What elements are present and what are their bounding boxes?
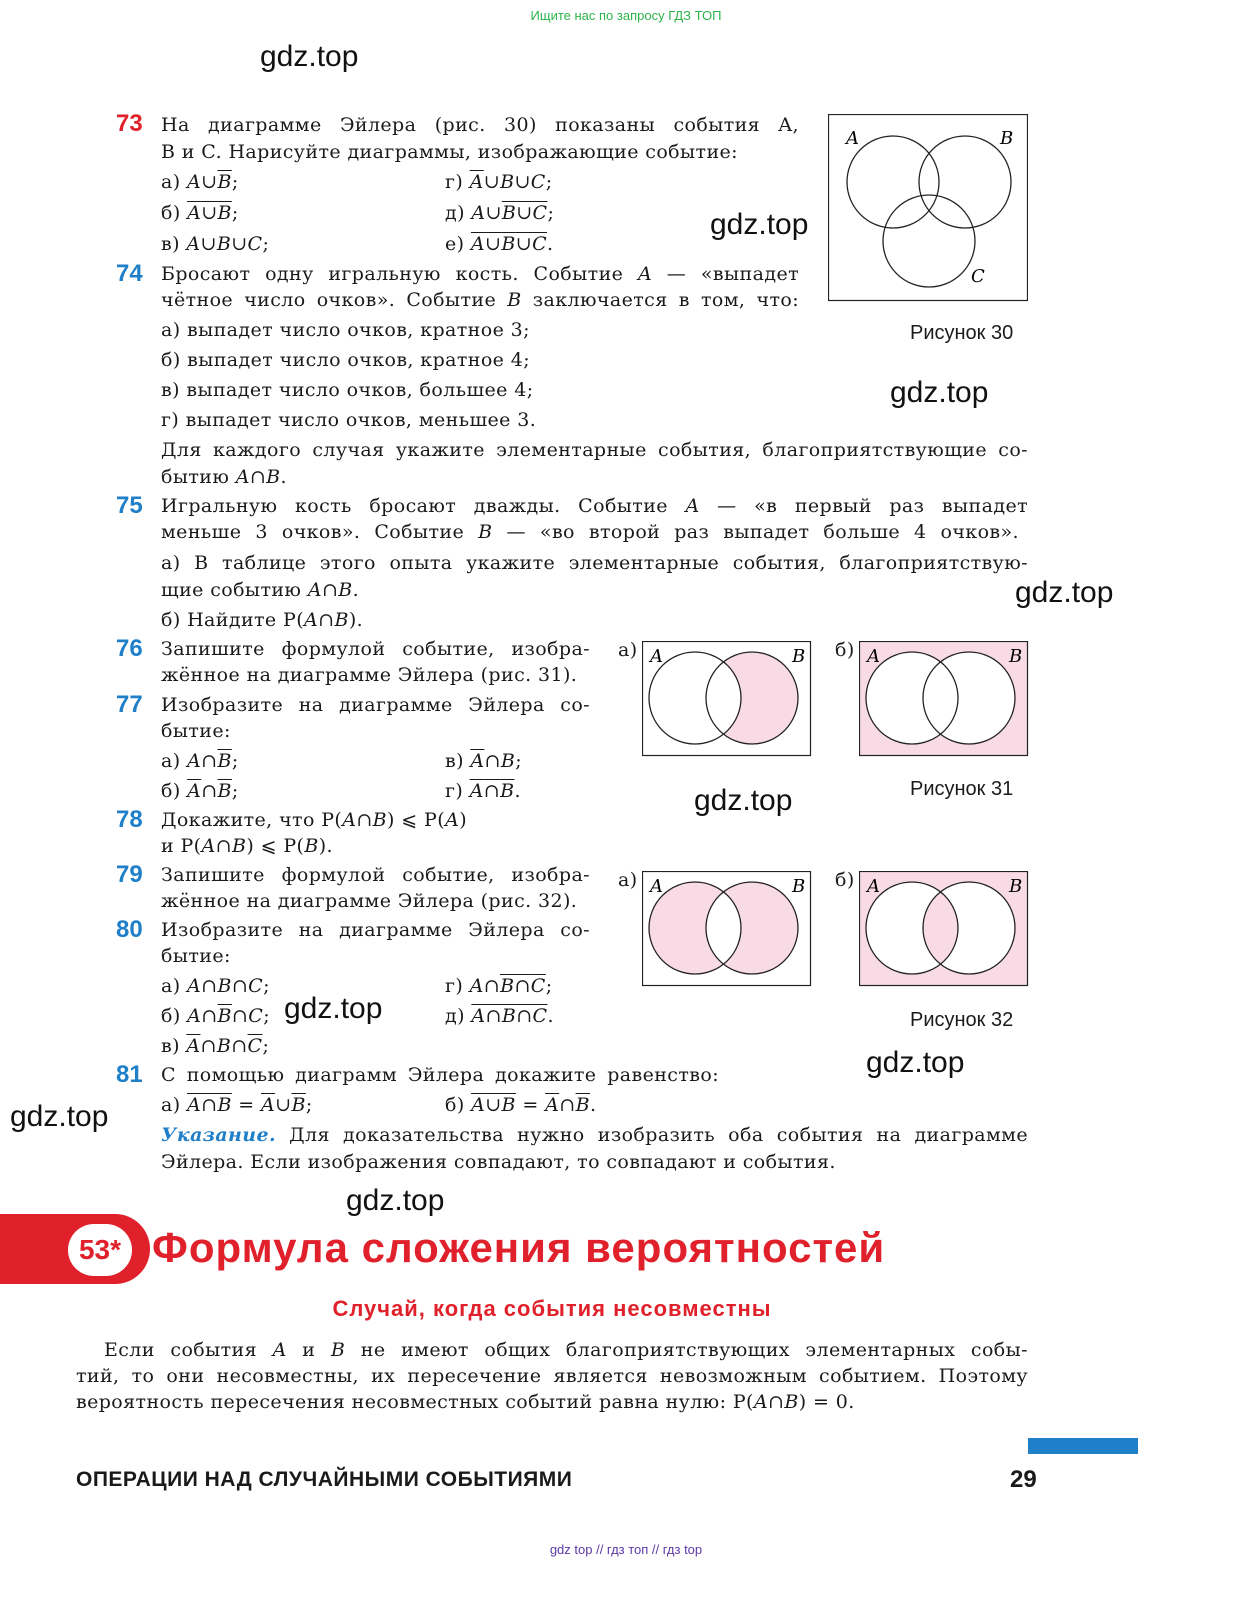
- problem-hint: Указание. Для доказательства нужно изобразить оба события на диаграмме: [161, 1124, 1028, 1146]
- problem-option: б) $\overline{A}\cap\overline{B}$;: [161, 780, 239, 802]
- watermark: gdz.top: [890, 376, 989, 409]
- problem-text: B и C. Нарисуйте диаграммы, изображающие событие:: [161, 141, 738, 163]
- problem-number: 79: [116, 861, 143, 888]
- problem-option: а) В таблице этого опыта укажите элементарные события, благоприятствую-: [161, 552, 1028, 574]
- problem-option: в) выпадет число очков, большее 4;: [161, 379, 534, 401]
- figure-sublabel: а): [618, 639, 638, 661]
- section-paragraph: тий, то они несовместны, их пересечение является невозможным событием. Поэтому: [76, 1365, 1028, 1387]
- figure-caption: Рисунок 31: [910, 778, 1014, 800]
- hint-label: Указание.: [161, 1124, 276, 1146]
- problem-option: б) Найдите P(A∩B).: [161, 609, 364, 631]
- problem-hint: Эйлера. Если изображения совпадают, то совпадают и события.: [161, 1151, 836, 1173]
- problem-text: жённое на диаграмме Эйлера (рис. 31).: [161, 664, 578, 686]
- problem-option: а) выпадет число очков, кратное 3;: [161, 319, 530, 341]
- problem-text: Изобразите на диаграмме Эйлера со-: [161, 919, 590, 941]
- label-b: B: [1000, 128, 1014, 149]
- problem-text: С помощью диаграмм Эйлера докажите равенство:: [161, 1064, 719, 1086]
- section-subtitle: Случай, когда события несовместны: [332, 1296, 772, 1321]
- problem-option: е) A∪B∪C.: [445, 233, 554, 255]
- figure-sublabel: б): [835, 639, 855, 661]
- watermark: gdz.top: [710, 208, 809, 241]
- watermark: gdz.top: [284, 992, 383, 1025]
- problem-number: 76: [116, 635, 143, 662]
- section-number: 53*: [68, 1224, 132, 1276]
- problem-text: На диаграмме Эйлера (рис. 30) показаны события A,: [161, 114, 799, 136]
- problem-text: Бросают одну игральную кость. Событие A — «выпадет: [161, 263, 799, 285]
- problem-text: Докажите, что P(A∩B) ⩽ P(A): [161, 809, 468, 831]
- page-number: 29: [1010, 1466, 1037, 1493]
- problem-text: и P(A∩B) ⩽ P(B).: [161, 835, 333, 857]
- svg-text:B: B: [792, 646, 806, 667]
- problem-text: меньше 3 очков». Событие B — «во второй раз выпадет больше 4 очков».: [161, 521, 1019, 543]
- svg-text:B: B: [1009, 646, 1023, 667]
- chapter-title: ОПЕРАЦИИ НАД СЛУЧАЙНЫМИ СОБЫТИЯМИ: [76, 1468, 573, 1491]
- problem-option: б) A∪B;: [161, 202, 239, 224]
- euler-diagram-fig32a: [642, 871, 812, 987]
- problem-note: Для каждого случая укажите элементарные события, благоприятствующие со-: [161, 439, 1028, 461]
- watermark: gdz.top: [260, 40, 359, 73]
- svg-text:A: A: [867, 646, 880, 667]
- figure-sublabel: а): [618, 869, 638, 891]
- label-c: C: [971, 266, 985, 287]
- problem-option: щие событию A∩B.: [161, 579, 360, 601]
- problem-option: д) A∩B∩C.: [445, 1005, 554, 1027]
- problem-text: Запишите формулой событие, изобра-: [161, 638, 590, 660]
- problem-number: 77: [116, 691, 143, 718]
- problem-text: Запишите формулой событие, изобра-: [161, 864, 590, 886]
- problem-number: 81: [116, 1061, 143, 1088]
- problem-option: г) A∩B∩C;: [445, 975, 553, 997]
- problem-text: бытие:: [161, 945, 231, 967]
- problem-number: 78: [116, 806, 143, 833]
- problem-option: б) $A\cap\overline{B}\cap C$;: [161, 1005, 271, 1027]
- problem-option: а) A∩B∩C;: [161, 975, 270, 997]
- problem-option: а) $A\cap\overline{B}$;: [161, 750, 239, 772]
- problem-number: 74: [116, 260, 143, 287]
- svg-text:A: A: [650, 876, 663, 897]
- euler-diagram-fig32b: [859, 871, 1029, 987]
- watermark: gdz.top: [346, 1184, 445, 1217]
- watermark: gdz.top: [866, 1046, 965, 1079]
- svg-text:B: B: [1009, 876, 1023, 897]
- section-paragraph: вероятность пересечения несовместных событий равна нулю: P(A∩B) = 0.: [76, 1391, 855, 1413]
- problem-text: жённое на диаграмме Эйлера (рис. 32).: [161, 890, 578, 912]
- problem-option: б) A∪B = $\overline{A}\cap\overline{B}$.: [445, 1094, 597, 1116]
- watermark: gdz.top: [1015, 576, 1114, 609]
- watermark: gdz.top: [10, 1100, 109, 1133]
- svg-text:B: B: [792, 876, 806, 897]
- problem-option: г) $\overline{A}\cup B\cup C$;: [445, 171, 553, 193]
- svg-text:A: A: [650, 646, 663, 667]
- problem-text: Изобразите на диаграмме Эйлера со-: [161, 694, 590, 716]
- problem-note: бытию A∩B.: [161, 466, 287, 488]
- euler-diagram-fig31b: [859, 641, 1029, 757]
- problem-option: г) выпадет число очков, меньшее 3.: [161, 409, 537, 431]
- figure-sublabel: б): [835, 869, 855, 891]
- problem-text: бытие:: [161, 720, 231, 742]
- problem-text: чётное число очков». Событие B заключается в том, что:: [161, 289, 799, 311]
- problem-option: а) A∩B = $\overline{A}\cup\overline{B}$;: [161, 1094, 313, 1116]
- footer-bar: [1028, 1438, 1138, 1454]
- euler-diagram-fig31a: [642, 641, 812, 757]
- problem-option: б) выпадет число очков, кратное 4;: [161, 349, 531, 371]
- problem-option: в) A∪B∪C;: [161, 233, 270, 255]
- watermark: gdz.top: [694, 784, 793, 817]
- problem-number: 75: [116, 492, 143, 519]
- bottom-banner[interactable]: gdz top // гдз топ // гдз top: [549, 1542, 703, 1557]
- figure-caption: Рисунок 30: [910, 322, 1014, 344]
- problem-text: Игральную кость бросают дважды. Событие A — «в первый раз выпадет: [161, 495, 1028, 517]
- problem-option: а) $A\cup\overline{B}$;: [161, 171, 239, 193]
- problem-number: 80: [116, 916, 143, 943]
- problem-option: в) $\overline{A}\cap B\cap\overline{C}$;: [161, 1035, 270, 1057]
- section-paragraph: Если события A и B не имеют общих благоприятствующих элементарных собы-: [104, 1339, 1028, 1361]
- label-a: A: [846, 128, 859, 149]
- problem-option: г) A∩B.: [445, 780, 521, 802]
- problem-number: 73: [116, 110, 143, 137]
- section-title: Формула сложения вероятностей: [152, 1224, 886, 1271]
- svg-text:A: A: [867, 876, 880, 897]
- figure-caption: Рисунок 32: [910, 1009, 1014, 1031]
- problem-option: в) $\overline{A}\cap B$;: [445, 750, 522, 772]
- top-banner[interactable]: Ищите нас по запросу ГДЗ ТОП: [530, 8, 722, 23]
- euler-diagram-fig30: [828, 114, 1028, 302]
- problem-option: д) A∪B∪C;: [445, 202, 555, 224]
